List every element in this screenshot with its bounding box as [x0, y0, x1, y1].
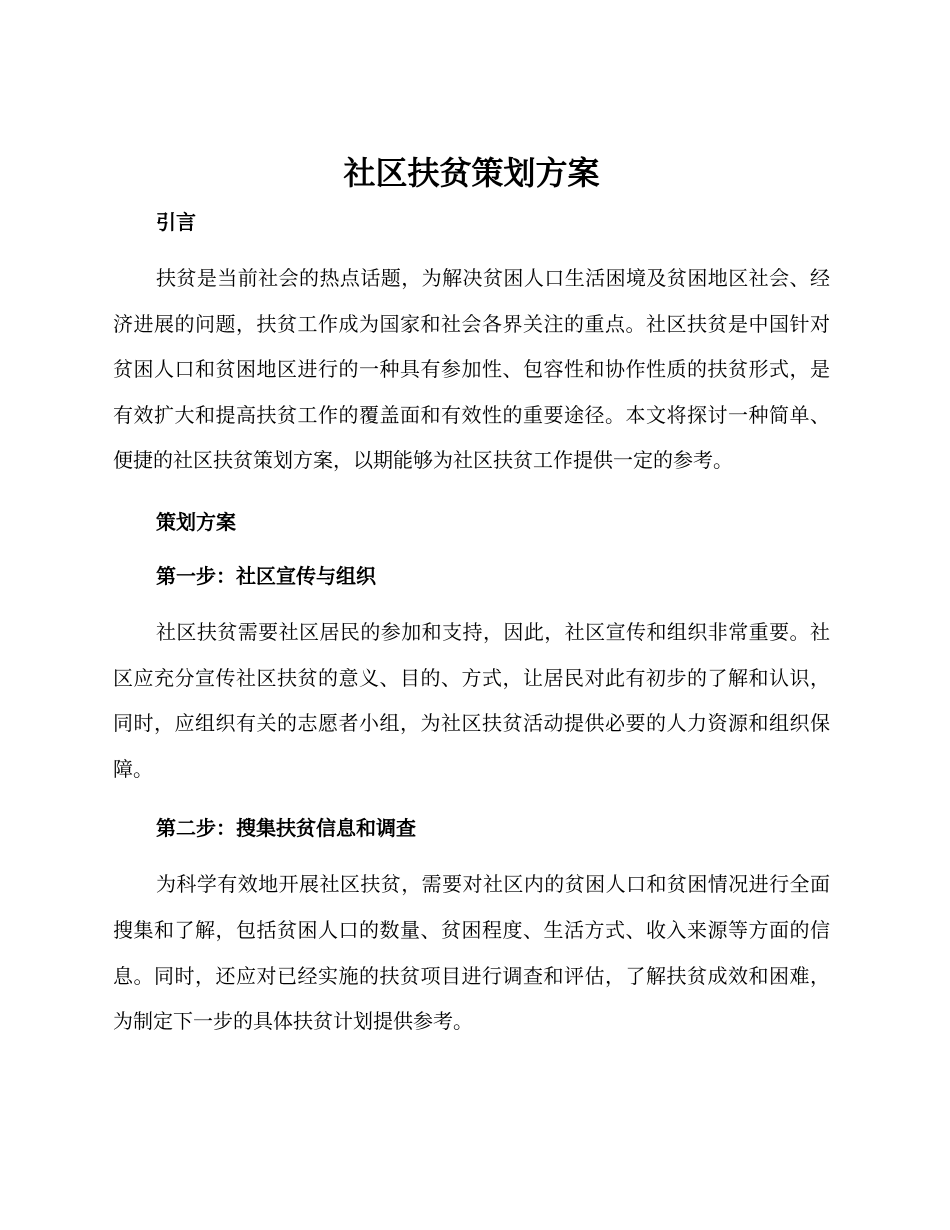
intro-heading: 引言 [156, 210, 196, 234]
plan-heading: 策划方案 [156, 509, 236, 534]
step1-paragraph: 社区扶贫需要社区居民的参加和支持，因此，社区宣传和组织非常重要。社区应充分宣传社区扶贫的意义、目的、方式，让居民对此有初步的了解和认识，同时，应组织有关的志愿者小组，为社区扶贫活动提供必要的人力资源和组织保障。 [113, 619, 830, 781]
document-body [113, 148, 830, 1045]
document-title: 社区扶贫策划方案 [343, 154, 600, 192]
step1-heading: 第一步：社区宣传与组织 [156, 563, 376, 588]
intro-paragraph: 扶贫是当前社会的热点话题，为解决贫困人口生活困境及贫困地区社会、经济进展的问题，扶贫工作成为国家和社会各界关注的重点。社区扶贫是中国针对贫困人口和贫困地区进行的一种具有参加性、包容性和协作性质的扶贫形式，是有效扩大和提高扶贫工作的覆盖面和有效性的重要途径。本文将探讨一种简单、便捷的社区扶贫策划方案，以期能够为社区扶贫工作提供一定的参考。 [113, 266, 830, 473]
step2-paragraph: 为科学有效地开展社区扶贫，需要对社区内的贫困人口和贫困情况进行全面搜集和了解，包括贫困人口的数量、贫困程度、生活方式、收入来源等方面的信息。同时，还应对已经实施的扶贫项目进行调查和评估，了解扶贫成效和困难，为制定下一步的具体扶贫计划提供参考。 [113, 872, 830, 1034]
step2-heading: 第二步：搜集扶贫信息和调查 [156, 816, 416, 841]
